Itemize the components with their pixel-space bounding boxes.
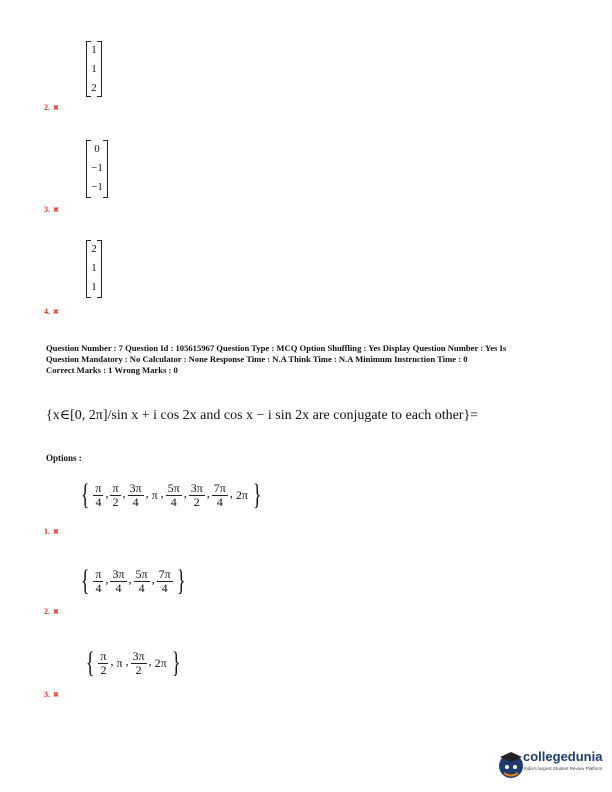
cross-icon: ✖ [53,308,59,316]
option-label: 2. [44,607,50,616]
question-text: {x∈[0, 2π]/sin x + i cos 2x and cos x − i sin 2x are conjugate to each other}= [46,408,479,423]
comma-separator: , [206,486,210,500]
left-brace: { [80,564,90,597]
comma-separator: , [183,486,187,500]
cross-icon: ✖ [53,691,59,699]
option-number-4 [44,307,59,316]
option-2-set [78,566,188,596]
comma-separator: , [125,654,129,668]
comma-separator: , [105,572,109,586]
comma-separator: , [105,486,109,500]
option-term: 2π [235,487,248,502]
option-label: 3. [44,690,50,699]
option-label: 4. [44,307,50,316]
matrix-option-2 [86,140,108,198]
matrix-option-1 [86,41,102,97]
matrix-cell: −1 [91,181,103,193]
option-term: $\frac{\pi}{4}$ [95,480,102,509]
matrix-option-3 [86,240,102,298]
left-brace: { [80,478,90,511]
comma-separator: , [229,486,233,500]
option-term: $\frac{3\pi}{2}$ [132,648,145,677]
option-label: 2. [44,103,50,112]
matrix-cell: 1 [91,63,97,75]
option-number-3 [44,205,59,214]
cross-icon: ✖ [53,104,59,112]
options-label: Options : [46,453,82,463]
matrix-cell: 0 [94,143,100,155]
cross-icon: ✖ [53,528,59,536]
option-term: 2π [154,655,167,670]
option-number-3b [44,690,59,699]
option-term: $\frac{3\pi}{4}$ [129,480,142,509]
option-term: $\frac{\pi}{4}$ [95,566,102,595]
matrix-cell: 1 [91,262,97,274]
comma-separator: , [151,572,155,586]
left-brace: { [85,646,95,679]
comma-separator: , [160,486,164,500]
matrix-cell: 1 [91,281,97,293]
option-label: 1. [44,527,50,536]
option-term: π [116,655,123,670]
question-metadata [46,343,586,376]
matrix-cell: 2 [91,82,97,94]
comma-separator: , [110,654,114,668]
option-term: π [151,487,158,502]
option-number-2b [44,607,59,616]
option-term: $\frac{5\pi}{4}$ [135,566,148,595]
right-brace: } [252,478,262,511]
option-term: $\frac{\pi}{2}$ [112,480,119,509]
option-term: $\frac{5\pi}{4}$ [167,480,180,509]
option-term: $\frac{\pi}{2}$ [100,648,107,677]
cross-icon: ✖ [53,608,59,616]
comma-separator: , [148,654,152,668]
option-term: $\frac{3\pi}{4}$ [112,566,125,595]
meta-line-3: Correct Marks : 1 Wrong Marks : 0 [46,365,178,375]
option-1-set [78,480,264,510]
option-term: $\frac{7\pi}{4}$ [213,480,226,509]
option-number-1 [44,527,59,536]
option-term: $\frac{7\pi}{4}$ [158,566,171,595]
right-brace: } [171,646,181,679]
logo-name: collegedunia [523,749,603,764]
logo-tagline: India's largest Student Review Platform [524,766,603,771]
cross-icon: ✖ [53,206,59,214]
matrix-cell: 1 [91,44,97,56]
right-brace: } [176,564,186,597]
comma-separator: , [122,486,126,500]
comma-separator: , [128,572,132,586]
meta-line-2: Question Mandatory : No Calculator : None Response Time : N.A Think Time : N.A Minimum Instruction Time : 0 [46,354,468,364]
option-term: $\frac{3\pi}{2}$ [190,480,203,509]
matrix-cell: −1 [91,162,103,174]
option-number-2 [44,103,59,112]
option-label: 3. [44,205,50,214]
meta-line-1: Question Number : 7 Question Id : 105615967 Question Type : MCQ Option Shuffling : Yes Display Question Number : Yes Is [46,343,507,353]
matrix-cell: 2 [91,243,97,255]
comma-separator: , [145,486,149,500]
option-3-set [83,648,183,678]
